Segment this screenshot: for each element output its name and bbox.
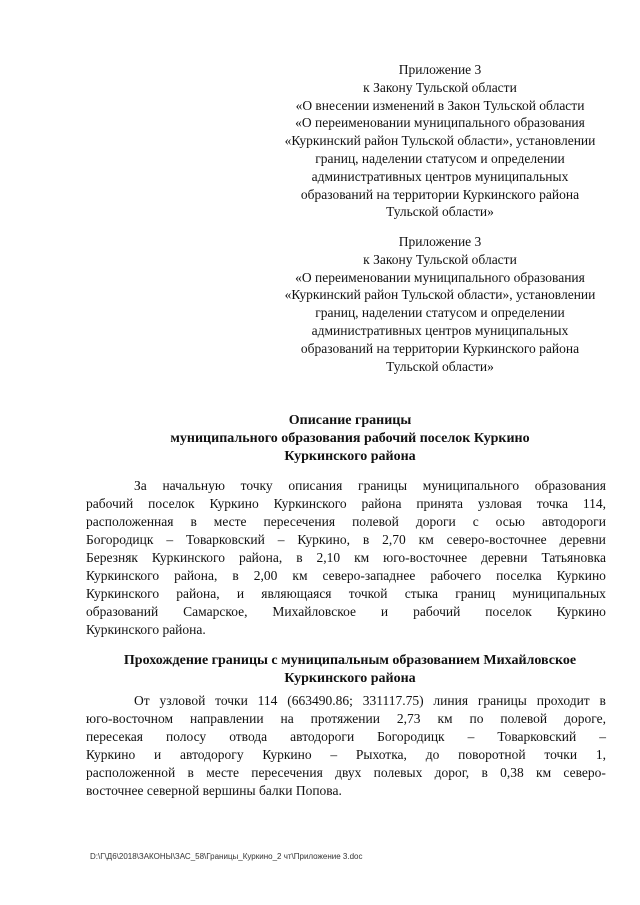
appendix-line: образований на территории Куркинского района	[300, 340, 580, 356]
boundary-route-paragraph	[86, 692, 606, 800]
appendix-line: границ, наделении статусом и определении	[315, 305, 565, 321]
appendix-line: границ, наделении статусом и определении	[315, 150, 565, 166]
paragraph-line: Богородицк – Товарковский – Куркино, в 2,70 км северо-восточнее деревни	[86, 532, 606, 547]
appendix-line: «О переименовании муниципального образования	[295, 115, 585, 131]
appendix-line: «О переименовании муниципального образования	[295, 269, 585, 285]
appendix-line: административных центров муниципальных	[311, 322, 569, 338]
appendix-line: Приложение 3	[398, 234, 482, 249]
paragraph-line: Куркинского района.	[86, 622, 206, 637]
boundary-start-paragraph	[86, 477, 606, 639]
appendix-header-original	[240, 233, 640, 375]
document-title	[60, 412, 640, 466]
paragraph-line: Березняк Куркинского района, в 2,10 км юго-восточнее деревни Татьяновка	[86, 550, 606, 565]
paragraph-line: юго-восточном направлении на протяжении 2,73 км по полевой дороге,	[86, 711, 606, 726]
paragraph-line: рабочий поселок Куркино Куркинского района принята узловая точка 114,	[86, 496, 606, 511]
appendix-header-amendment	[240, 61, 640, 221]
appendix-line: административных центров муниципальных	[311, 168, 569, 184]
title-line: Куркинского района	[284, 449, 416, 464]
section-heading-line: Прохождение границы с муниципальным образованием Михайловское	[123, 653, 577, 668]
paragraph-line: расположенная в месте пересечения полевой дороги с осью автодороги	[86, 514, 606, 529]
paragraph-line: Куркино и автодорогу Куркино – Рыхотка, до поворотной точки 1,	[86, 747, 606, 762]
title-line: Описание границы	[288, 413, 412, 428]
appendix-line: образований на территории Куркинского района	[300, 186, 580, 202]
paragraph-line: пересекая полосу отвода автодороги Богородицк – Товарковский –	[86, 729, 606, 744]
footer-file-path: D:\Г\Д6\2018\ЗАКОНЫ\ЗАС_58\Границы_Куркино_2 чт\Приложение 3.doc	[90, 852, 363, 861]
paragraph-line: образований Самарское, Михайловское и рабочий поселок Куркино	[86, 604, 606, 619]
title-line: муниципального образования рабочий поселок Куркино	[170, 431, 530, 446]
appendix-line: «О внесении изменений в Закон Тульской области	[295, 97, 585, 113]
section-heading	[60, 652, 640, 688]
paragraph-line: восточнее северной вершины балки Попова.	[86, 783, 342, 798]
appendix-line: к Закону Тульской области	[363, 79, 517, 95]
paragraph-line: От узловой точки 114 (663490.86; 331117.75) линия границы проходит в	[134, 693, 606, 708]
appendix-line: Приложение 3	[398, 62, 482, 77]
section-heading-line: Куркинского района	[284, 671, 416, 686]
paragraph-line: Куркинского района, и являющаяся точкой стыка границ муниципальных	[86, 586, 606, 601]
paragraph-line: расположенной в месте пересечения двух полевых дорог, в 0,38 км северо-	[86, 765, 606, 780]
appendix-line: «Куркинский район Тульской области», установлении	[284, 133, 596, 149]
paragraph-line: За начальную точку описания границы муниципального образования	[134, 478, 606, 493]
appendix-line: «Куркинский район Тульской области», установлении	[284, 287, 596, 303]
appendix-line: к Закону Тульской области	[363, 251, 517, 267]
appendix-line: Тульской области»	[386, 204, 494, 220]
appendix-line: Тульской области»	[386, 358, 494, 374]
paragraph-line: Куркинского района, в 2,00 км северо-западнее рабочего поселка Куркино	[86, 568, 606, 583]
